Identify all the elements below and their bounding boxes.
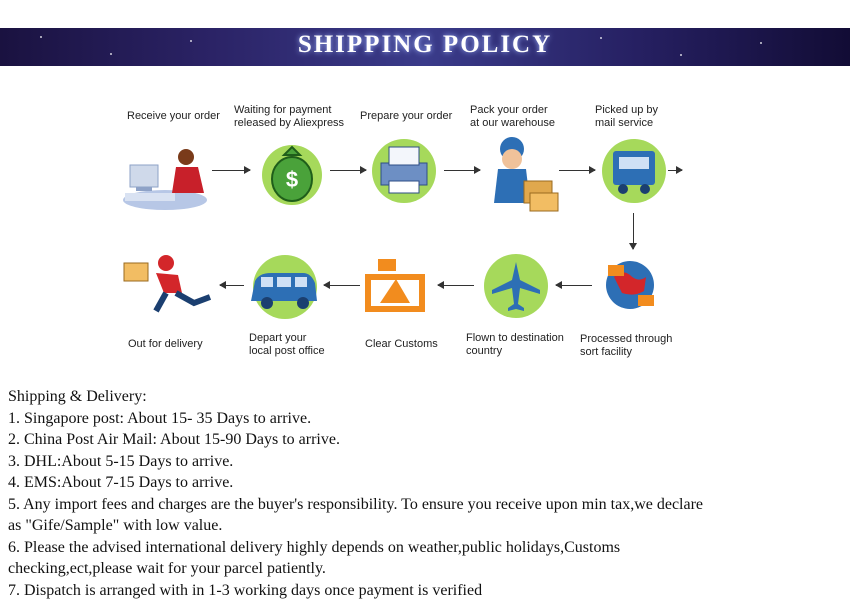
policy-line: as "Gife/Sample" with low value.: [8, 517, 223, 534]
flow-arrow-left: [324, 285, 360, 286]
svg-text:$: $: [285, 167, 299, 192]
computer-operator-icon: [120, 135, 210, 215]
flow-arrow-left: [220, 285, 244, 286]
policy-line: 3. DHL:About 5-15 Days to arrive.: [8, 452, 234, 470]
header-banner: [0, 28, 850, 66]
step-label-payment-1: Waiting for payment: [234, 104, 332, 116]
policy-line: 1. Singapore post: About 15- 35 Days to arrive.: [8, 409, 312, 427]
step-label-pack-2: at our warehouse: [470, 117, 555, 129]
flow-arrow-left: [556, 285, 592, 286]
printer-icon: [369, 135, 439, 207]
flow-arrow: [559, 170, 595, 171]
step-label-prepare: Prepare your order: [360, 110, 453, 122]
step-label-depart-1: Depart your: [249, 332, 307, 344]
flow-arrow-down: [633, 213, 634, 249]
step-label-pickup-2: mail service: [595, 117, 654, 129]
step-label-delivery: Out for delivery: [128, 338, 203, 350]
step-label-sort-1: Processed through: [580, 333, 673, 345]
courier-running-icon: [120, 253, 220, 317]
step-label-depart-2: local post office: [249, 345, 325, 357]
step-label-receive: Receive your order: [127, 110, 220, 122]
customs-officer-icon: [360, 255, 430, 319]
banner-title: SHIPPING POLICY: [297, 31, 553, 58]
flow-arrow-tail: [668, 170, 682, 171]
flow-arrow-left: [438, 285, 474, 286]
step-label-flown-2: country: [466, 345, 503, 357]
money-bag-icon: [257, 135, 327, 215]
policy-line: 6. Please the advised international delivery highly depends on weather,public holidays,Customs: [8, 538, 621, 556]
truck-icon: [599, 135, 669, 207]
policy-line: checking,ect,please wait for your parcel patiently.: [8, 560, 326, 577]
worker-boxes-icon: [484, 133, 564, 215]
step-label-customs: Clear Customs: [365, 338, 438, 350]
globe-mail-icon: [600, 255, 660, 315]
step-label-pickup-1: Picked up by: [595, 104, 658, 116]
flow-arrow: [330, 170, 366, 171]
shipping-flow-diagram: [112, 95, 692, 370]
step-label-sort-2: sort facility: [580, 346, 632, 358]
policy-line: 5. Any import fees and charges are the buyer's responsibility. To ensure you receive upon min tax,we declare: [8, 495, 704, 513]
policy-line: 4. EMS:About 7-15 Days to arrive.: [8, 474, 234, 491]
step-label-payment-2: released by Aliexpress: [234, 117, 345, 129]
policy-heading: Shipping & Delivery:: [8, 388, 147, 405]
van-icon: [245, 253, 325, 323]
policy-line: 7. Dispatch is arranged with in 1-3 working days once payment is verified: [8, 581, 483, 599]
step-label-pack-1: Pack your order: [470, 104, 548, 116]
flow-arrow: [212, 170, 250, 171]
flow-arrow: [444, 170, 480, 171]
policy-line: 2. China Post Air Mail: About 15-90 Days to arrive.: [8, 431, 340, 448]
airplane-icon: [480, 250, 552, 322]
shipping-policy-text: [8, 386, 843, 601]
step-label-flown-1: Flown to destination: [466, 332, 564, 344]
